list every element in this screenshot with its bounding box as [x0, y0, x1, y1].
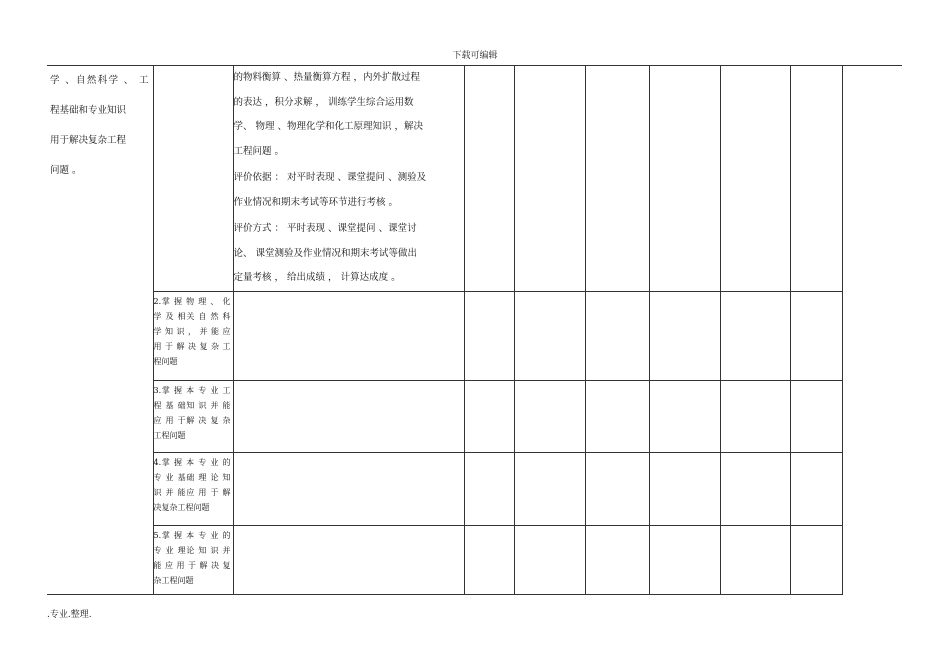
- objective-line: 2.掌 握 物 理 、 化: [153, 296, 231, 306]
- table-cell: [720, 452, 790, 525]
- objective-cell: [153, 525, 233, 594]
- objective-line: 3.掌 握 本 专 业 工: [153, 385, 231, 395]
- objective-line: 识 并 能应 用 于 解: [153, 487, 231, 497]
- objective-line: 学 及 相关 自 然 科: [153, 311, 231, 321]
- objective-line: 杂工程问题: [153, 575, 194, 585]
- objective-line: 程 基 础知 识 并 能: [153, 400, 231, 410]
- content-line: 学、 物理 、物理化学和化工原理知识 ，解决: [233, 121, 424, 132]
- objective-cell: [153, 380, 233, 452]
- table-cell: [790, 66, 842, 291]
- table-cell: [585, 66, 649, 291]
- content-line: 工程问题 。: [233, 145, 285, 157]
- objective-cell-empty: [153, 66, 233, 291]
- table-row: [47, 525, 842, 594]
- requirement-line: 用于解决复杂工程: [50, 135, 127, 146]
- table-cell: [720, 380, 790, 452]
- content-line: 评价方式 ： 平时表现 、课堂提问 、课堂讨: [233, 223, 417, 234]
- objective-cell: [153, 452, 233, 525]
- table-cell: [464, 525, 514, 594]
- table-cell: [790, 380, 842, 452]
- table-cell: [233, 291, 464, 380]
- requirement-line: 程基础和专业知识: [50, 105, 127, 116]
- table-row: [47, 291, 842, 380]
- objective-line: 专 业 基础 理 论 知: [153, 472, 231, 482]
- table-cell: [585, 525, 649, 594]
- table-cell: [720, 291, 790, 380]
- table-cell: [649, 66, 720, 291]
- table-cell: [790, 452, 842, 525]
- table-cell: [720, 66, 790, 291]
- table-cell: [585, 291, 649, 380]
- requirement-line: 问题 。: [50, 165, 82, 176]
- table-row: [47, 66, 842, 291]
- table-cell: [233, 525, 464, 594]
- objective-line: 能 应 用 于 解 决 复: [153, 560, 231, 570]
- teaching-content-cell: [233, 66, 464, 291]
- table-cell: [514, 380, 585, 452]
- table-cell: [790, 291, 842, 380]
- table-cell: [585, 380, 649, 452]
- content-line: 的表达 ，积分求解 ， 训练学生综合运用数: [233, 96, 414, 108]
- objective-line: 5.掌 握 本 专 业 的: [153, 530, 231, 540]
- objective-line: 工程问题: [153, 430, 186, 440]
- table-cell: [649, 380, 720, 452]
- table-cell: [514, 291, 585, 380]
- table-cell: [464, 380, 514, 452]
- content-line: 评价依据 ： 对平时表现 、课堂提问 、测验及: [233, 172, 427, 183]
- objective-line: 决复杂工程问题: [153, 502, 210, 512]
- content-line: 定量考核 ， 给出成绩 ， 计算达成度 。: [233, 272, 401, 283]
- objective-line: 学 知 识 ， 并 能 应: [153, 326, 231, 336]
- graduation-requirement-cell: [47, 66, 153, 594]
- content-line: 论、 课堂测验及作业情况和期末考试等做出: [233, 247, 418, 259]
- table-cell: [790, 525, 842, 594]
- content-line: 的物料衡算 、热量衡算方程 ，内外扩散过程: [233, 72, 421, 83]
- objective-line: 4.掌 握 本 专 业 的: [153, 457, 231, 467]
- requirement-line: 学 、自然科学 、 工: [50, 75, 149, 86]
- table-cell: [514, 525, 585, 594]
- table-cell: [514, 66, 585, 291]
- table-cell: [720, 525, 790, 594]
- table-cell: [649, 525, 720, 594]
- objective-cell: [153, 291, 233, 380]
- page-footer: .专业.整理.: [47, 610, 92, 620]
- table-cell: [585, 452, 649, 525]
- table-cell: [464, 291, 514, 380]
- table-cell: [233, 452, 464, 525]
- objective-line: 应 用 于解 决 复 杂: [153, 415, 231, 425]
- course-objective-table: [47, 66, 843, 595]
- table-cell: [233, 380, 464, 452]
- page-header: 下载可编辑: [452, 51, 498, 61]
- table-cell: [514, 452, 585, 525]
- objective-line: 程问题: [153, 356, 178, 366]
- content-line: 作业情况和期末考试等环节进行考核 。: [233, 196, 399, 208]
- table-cell: [464, 66, 514, 291]
- table-cell: [649, 291, 720, 380]
- objective-line: 专 业 理论 知 识 并: [153, 545, 231, 555]
- table-cell: [464, 452, 514, 525]
- table-row: [47, 452, 842, 525]
- table-cell: [649, 452, 720, 525]
- table-row: [47, 380, 842, 452]
- objective-line: 用 于 解 决 复 杂 工: [153, 341, 231, 351]
